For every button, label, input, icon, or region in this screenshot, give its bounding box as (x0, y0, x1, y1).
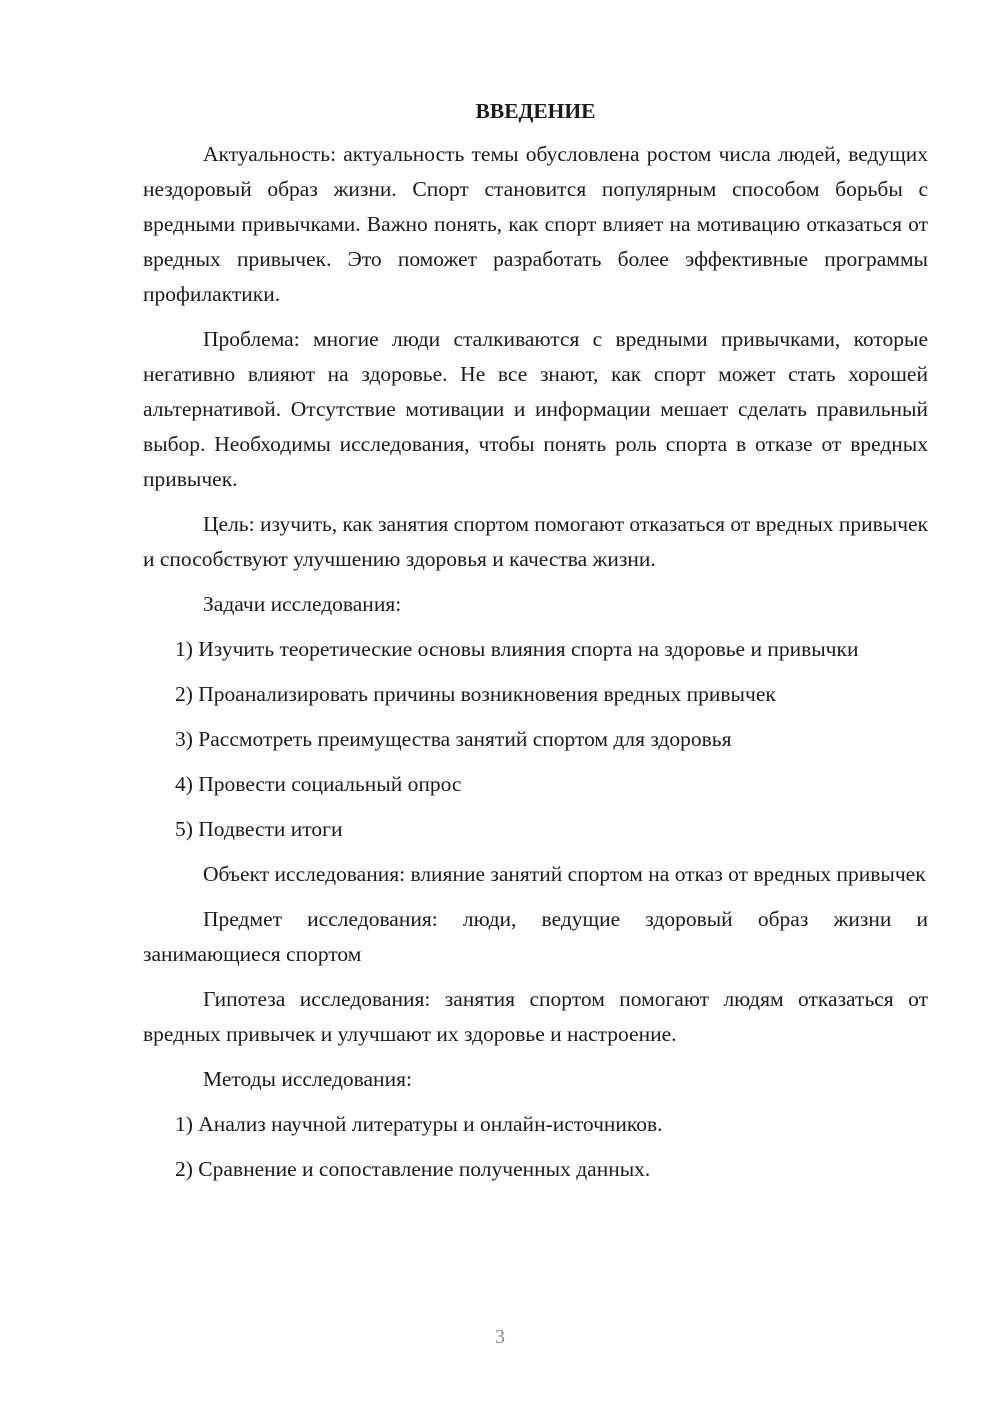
page-number: 3 (495, 1326, 505, 1348)
problem-paragraph: Проблема: многие люди сталкиваются с вредными привычками, которые негативно влияют на здоровье. Не все знают, как спорт может стать хорошей альтернативой. Отсутствие мотивации и информации мешает сделать правильный выбор. Необходимы исследования, чтобы понять роль спорта в отказе от вредных привычек. (143, 327, 928, 491)
relevance-paragraph: Актуальность: актуальность темы обусловлена ростом числа людей, ведущих нездоровый образ жизни. Спорт становится популярным способом борьбы с вредными привычками. Важно понять, как спорт влияет на мотивацию отказаться от вредных привычек. Это поможет разработать более эффективные программы профилактики. (143, 142, 928, 306)
page-title: ВВЕДЕНИЕ (475, 99, 596, 123)
methods-heading: Методы исследования: (203, 1067, 412, 1091)
task-item: 2) Проанализировать причины возникновения вредных привычек (175, 682, 776, 706)
tasks-heading: Задачи исследования: (203, 592, 402, 616)
task-item: 1) Изучить теоретические основы влияния спорта на здоровье и привычки (175, 637, 859, 661)
task-item: 5) Подвести итоги (175, 817, 343, 841)
method-item: 2) Сравнение и сопоставление полученных данных. (175, 1157, 651, 1181)
method-item: 1) Анализ научной литературы и онлайн-источников. (175, 1112, 663, 1136)
object-paragraph: Объект исследования: влияние занятий спортом на отказ от вредных привычек (203, 862, 926, 886)
task-item: 4) Провести социальный опрос (175, 772, 462, 796)
hypothesis-paragraph: Гипотеза исследования: занятия спортом помогают людям отказаться от вредных привычек и улучшают их здоровье и настроение. (143, 987, 928, 1046)
goal-paragraph: Цель: изучить, как занятия спортом помогают отказаться от вредных привычек и способствуют улучшению здоровья и качества жизни. (143, 512, 928, 571)
subject-paragraph: Предмет исследования: люди, ведущие здоровый образ жизни и занимающиеся спортом (143, 907, 928, 966)
task-item: 3) Рассмотреть преимущества занятий спортом для здоровья (175, 727, 732, 751)
document-page (143, 95, 928, 1197)
